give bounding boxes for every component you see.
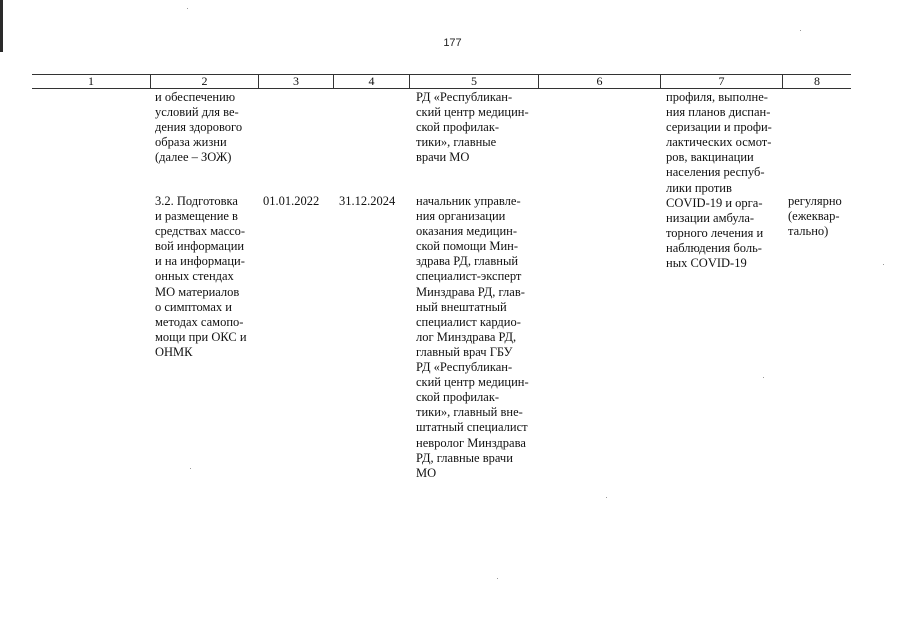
column-number-3: 3 — [293, 74, 299, 88]
scan-speck — [763, 377, 764, 378]
column-number-2: 2 — [201, 74, 208, 88]
row1-col7-text: профиля, выполне- ния планов диспан- серизации и профи- лактических осмот- ров, вакцинации населения респуб- лики против COVID-19 и орга- низации амбула- торного лечения и наблюдения боль- ных COVID-19 — [666, 90, 772, 271]
row2-col8-text: регулярно (ежеквар- тально) — [788, 194, 842, 239]
row1-col5-text: РД «Республикан- ский центр медицин- ской профилак- тики», главные врачи МО — [416, 90, 529, 165]
column-number-8: 8 — [814, 74, 820, 88]
scan-speck — [883, 264, 884, 265]
row1-col2-text: и обеспечению условий для ве- дения здорового образа жизни (далее – ЗОЖ) — [155, 90, 243, 165]
scan-speck — [187, 8, 188, 9]
column-number-4: 4 — [368, 74, 375, 88]
header-bottom-rule — [32, 88, 851, 89]
column-number-1: 1 — [88, 74, 94, 88]
row2-col4-end-date: 31.12.2024 — [339, 194, 396, 208]
column-number-7: 7 — [718, 74, 725, 88]
row2-col3-start-date: 01.01.2022 — [263, 194, 320, 208]
scan-speck — [800, 30, 801, 31]
column-number-6: 6 — [596, 74, 603, 88]
scan-speck — [190, 468, 191, 469]
row2-col2-text: 3.2. Подготовка и размещение в средствах массо- вой информации и на информаци- онных стендах МО материалов о симптомах и методах самопо- мощи при ОКС и ОНМК — [155, 194, 247, 359]
page-number: 177 — [443, 37, 462, 49]
scan-speck — [606, 497, 607, 498]
column-number-5: 5 — [471, 74, 477, 88]
scan-speck — [497, 578, 498, 579]
row2-col5-text: начальник управле- ния организации оказания медицин- ской помощи Мин- здрава РД, главный специалист-эксперт Минздрава РД, глав- ный внештатный специалист кардио- лог Минздрава РД, главный врач ГБУ РД «Республикан- ский центр медицин- ской профилак- тики», главный вне- штатный специалист невролог Минздрава РД, главные врачи МО — [416, 194, 529, 480]
